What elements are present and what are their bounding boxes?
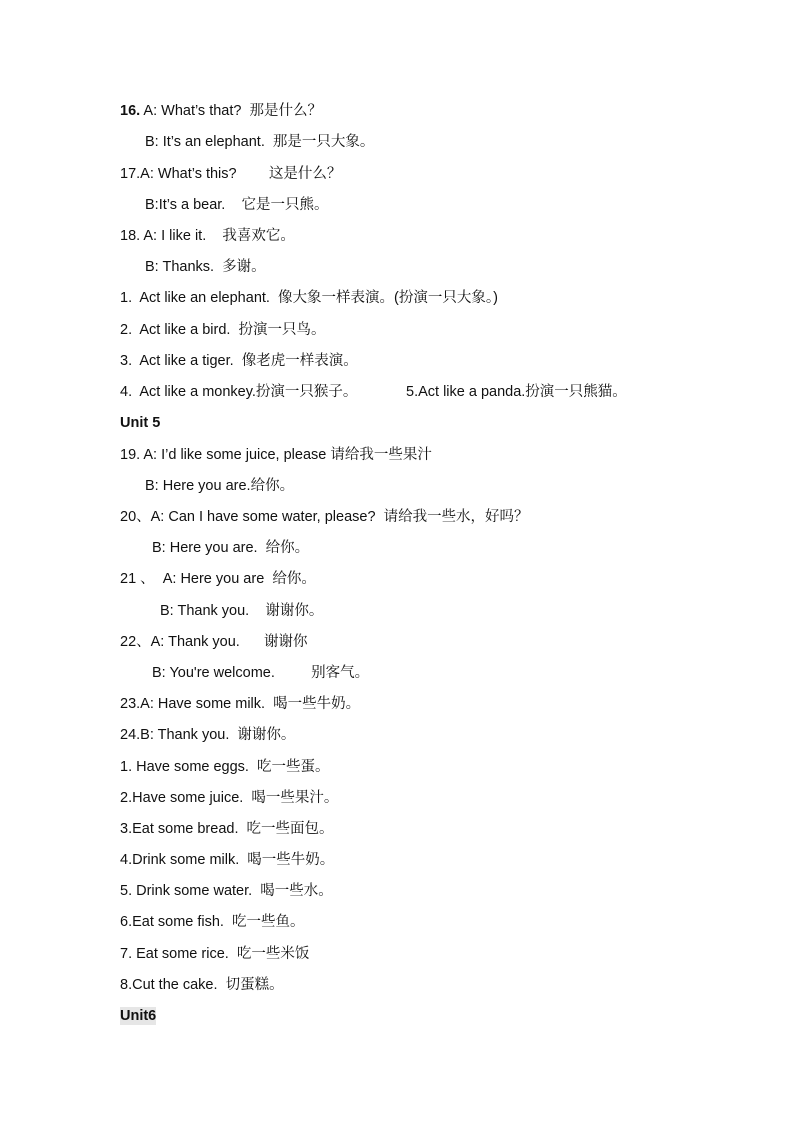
phrase-line: 3.Eat some bread. 吃一些面包。 [120, 821, 334, 837]
dialogue-line-16b: B: It’s an elephant. 那是一只大象。 [145, 134, 375, 150]
phrase-line: 5. Drink some water. 喝一些水。 [120, 883, 333, 899]
phrase-line: 4.Drink some milk. 喝一些牛奶。 [120, 852, 335, 868]
phrase-line: 1. Act like an elephant. 像大象一样表演。(扮演一只大象。) [120, 290, 498, 306]
unit-heading: Unit6 [120, 1008, 157, 1024]
unit-heading: Unit 5 [120, 415, 161, 431]
phrase-line: 1. Have some eggs. 吃一些蛋。 [120, 759, 330, 775]
dialogue-line-20b: B: Here you are. 给你。 [152, 540, 310, 556]
dialogue-line-18a: 18. A: I like it. 我喜欢它。 [120, 228, 295, 244]
dialogue-line-21a: 21 、 A: Here you are 给你。 [120, 571, 316, 587]
phrase-line: 2.Have some juice. 喝一些果汁。 [120, 790, 339, 806]
phrase-line: 8.Cut the cake. 切蛋糕。 [120, 977, 284, 993]
dialogue-line-17b: B:It’s a bear. 它是一只熊。 [145, 197, 329, 213]
phrase-line: 5.Act like a panda.扮演一只熊猫。 [406, 384, 627, 400]
phrase-line: 6.Eat some fish. 吃一些鱼。 [120, 914, 305, 930]
dialogue-line-19b: B: Here you are.给你。 [145, 478, 295, 494]
phrase-line: 7. Eat some rice. 吃一些米饭 [120, 946, 310, 962]
dialogue-line-22a: 22、A: Thank you. 谢谢你 [120, 634, 308, 650]
dialogue-line-19a: 19. A: I’d like some juice, please 请给我一些果汁 [120, 447, 432, 463]
dialogue-line-23: 23.A: Have some milk. 喝一些牛奶。 [120, 696, 361, 712]
dialogue-line-16a: 16. A: What’s that? 那是什么？ [120, 103, 323, 119]
dialogue-line-24: 24.B: Thank you. 谢谢你。 [120, 727, 296, 743]
phrase-line: 2. Act like a bird. 扮演一只鸟。 [120, 322, 326, 338]
phrase-line: 4. Act like a monkey.扮演一只猴子。 [120, 384, 358, 400]
dialogue-line-18b: B: Thanks. 多谢。 [145, 259, 266, 275]
dialogue-line-20a: 20、A: Can I have some water, please? 请给我一些水，好吗？ [120, 509, 529, 525]
phrase-line: 3. Act like a tiger. 像老虎一样表演。 [120, 353, 358, 369]
item-number: 16. [120, 103, 141, 119]
dialogue-line-17a: 17.A: What’s this? 这是什么？ [120, 166, 342, 182]
dialogue-line-21b: B: Thank you. 谢谢你。 [160, 603, 324, 619]
dialogue-line-22b: B: You're welcome. 别客气。 [152, 665, 370, 681]
